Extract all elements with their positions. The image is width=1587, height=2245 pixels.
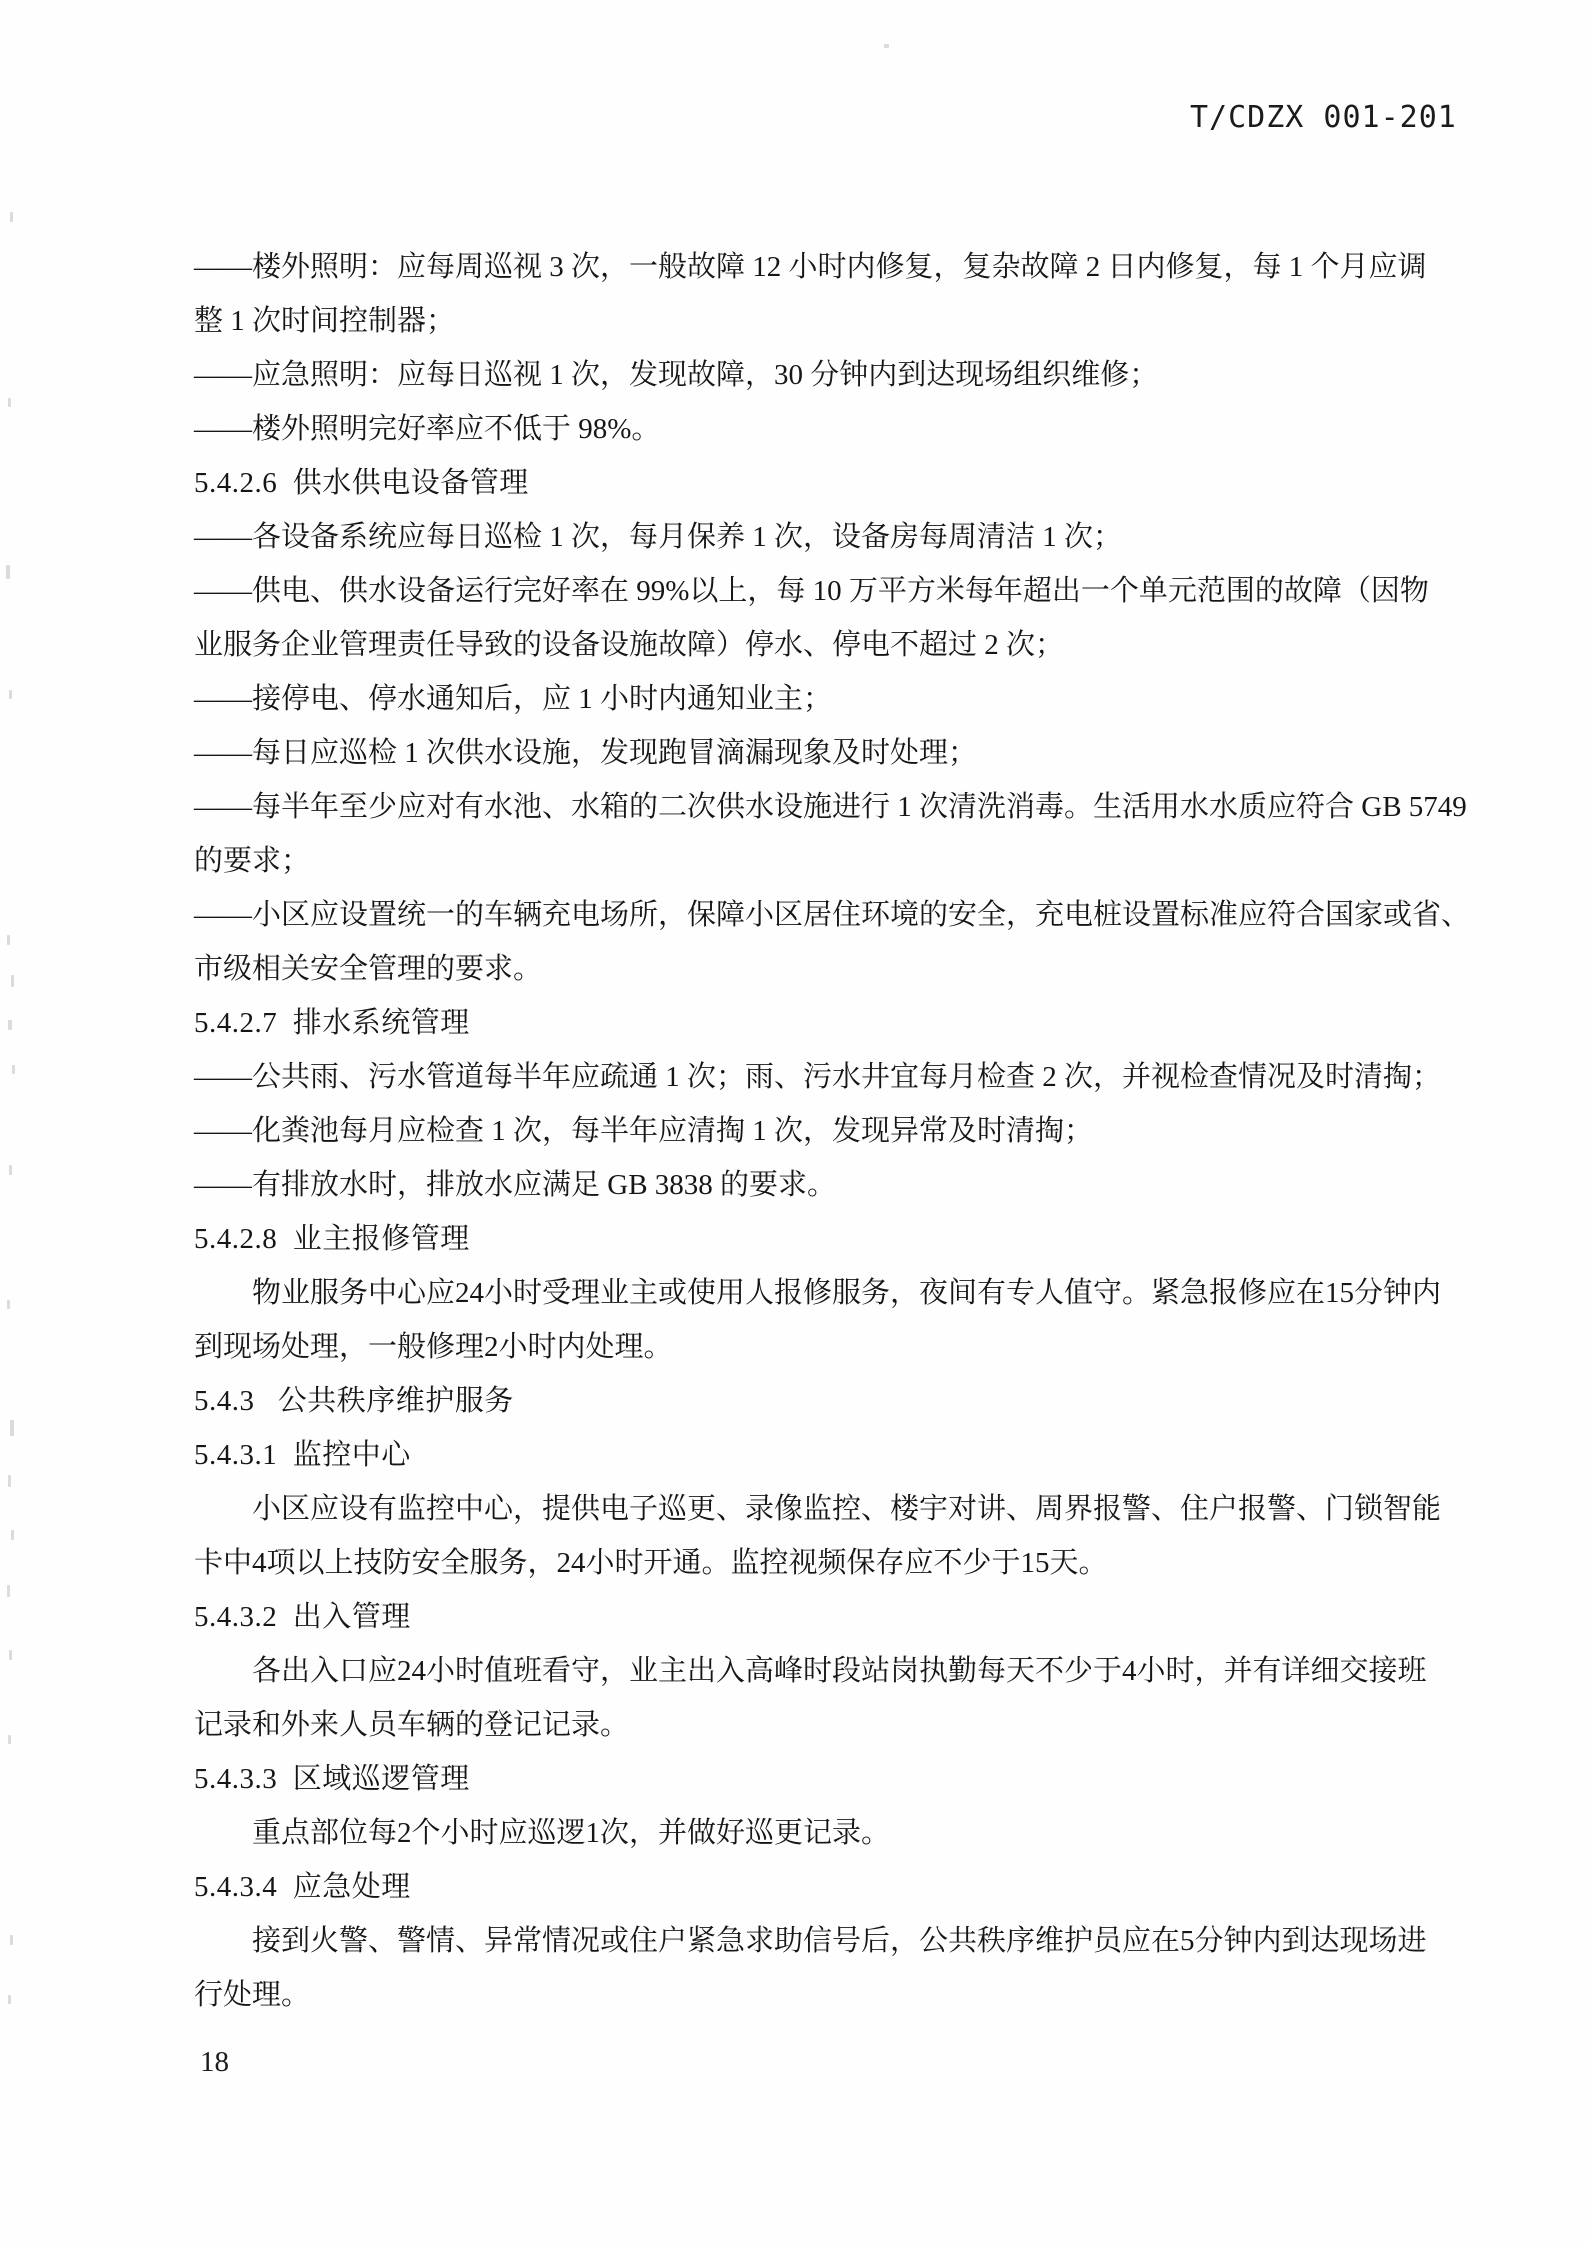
scan-speck (9, 690, 12, 699)
text-line: 记录和外来人员车辆的登记记录。 (194, 1709, 630, 1741)
scan-speck (7, 1300, 10, 1309)
clause-heading: 5.4.3.3 区域巡逻管理 (194, 1763, 470, 1795)
standard-number: T/CDZX 001-201 (1190, 100, 1457, 135)
text-line: 卡中4项以上技防安全服务，24小时开通。监控视频保存应不少于15天。 (194, 1547, 1108, 1579)
scan-speck (8, 1995, 11, 2004)
scan-speck (9, 1650, 12, 1660)
text-line: ——楼外照明完好率应不低于 98%。 (194, 413, 661, 445)
clause-heading: 5.4.2.6 供水供电设备管理 (194, 467, 529, 499)
scan-speck (884, 44, 889, 48)
page-number: 18 (200, 2046, 229, 2078)
text-line: 市级相关安全管理的要求。 (194, 953, 543, 985)
text-line: 重点部位每2个小时应巡逻1次，并做好巡更记录。 (252, 1817, 891, 1849)
text-line: ——化粪池每月应检查 1 次，每半年应清掏 1 次，发现异常及时清掏； (194, 1115, 1094, 1147)
clause-heading: 5.4.2.7 排水系统管理 (194, 1007, 470, 1039)
text-line: ——楼外照明：应每周巡视 3 次，一般故障 12 小时内修复，复杂故障 2 日内修复，每 1 个月应调 (194, 251, 1427, 283)
text-line: ——各设备系统应每日巡检 1 次，每月保养 1 次，设备房每周清洁 1 次； (194, 521, 1123, 553)
text-line: ——每半年至少应对有水池、水箱的二次供水设施进行 1 次清洗消毒。生活用水水质应符合 GB 5749 (194, 791, 1467, 823)
scan-speck (8, 1475, 11, 1487)
text-line: ——小区应设置统一的车辆充电场所，保障小区居住环境的安全，充电桩设置标准应符合国家或省、 (194, 899, 1471, 931)
text-line: ——有排放水时，排放水应满足 GB 3838 的要求。 (194, 1169, 837, 1201)
text-line: 到现场处理，一般修理2小时内处理。 (194, 1331, 673, 1363)
text-line: 行处理。 (194, 1979, 311, 2011)
text-line: ——应急照明：应每日巡视 1 次，发现故障，30 分钟内到达现场组织维修； (194, 359, 1159, 391)
clause-heading: 5.4.2.8 业主报修管理 (194, 1223, 470, 1255)
scan-speck (12, 1065, 15, 1074)
scan-speck (10, 1935, 13, 1945)
text-line: 接到火警、警情、异常情况或住户紧急求助信号后，公共秩序维护员应在5分钟内到达现场进 (252, 1925, 1427, 1957)
scan-speck (8, 1020, 12, 1030)
scan-speck (10, 212, 13, 222)
document-body (194, 240, 1474, 2022)
text-line: 各出入口应24小时值班看守，业主出入高峰时段站岗执勤每天不少于4小时，并有详细交接班 (252, 1655, 1427, 1687)
scan-speck (11, 975, 14, 987)
clause-heading: 5.4.3 公共秩序维护服务 (194, 1385, 514, 1417)
scan-speck (7, 1585, 10, 1597)
text-line: 业服务企业管理责任导致的设备设施故障）停水、停电不超过 2 次； (194, 629, 1065, 661)
text-line: ——接停电、停水通知后，应 1 小时内通知业主； (194, 683, 833, 715)
scan-speck (8, 398, 11, 407)
scan-speck (6, 565, 10, 579)
clause-heading: 5.4.3.4 应急处理 (194, 1871, 411, 1903)
scan-speck (7, 935, 10, 945)
text-line: ——公共雨、污水管道每半年应疏通 1 次；雨、污水井宜每月检查 2 次，并视检查情况及时清掏； (194, 1061, 1442, 1093)
scan-speck (8, 1735, 11, 1744)
text-line: 的要求； (194, 845, 311, 877)
scan-speck (10, 1420, 14, 1436)
text-line: ——每日应巡检 1 次供水设施，发现跑冒滴漏现象及时处理； (194, 737, 978, 769)
clause-heading: 5.4.3.2 出入管理 (194, 1601, 411, 1633)
text-line: 小区应设有监控中心，提供电子巡更、录像监控、楼宇对讲、周界报警、住户报警、门锁智能 (252, 1493, 1442, 1525)
text-line: 物业服务中心应24小时受理业主或使用人报修服务，夜间有专人值守。紧急报修应在15分钟内 (252, 1277, 1442, 1309)
scan-speck (11, 1530, 14, 1540)
text-line: ——供电、供水设备运行完好率在 99%以上，每 10 万平方米每年超出一个单元范围的故障（因物 (194, 575, 1429, 607)
text-line: 整 1 次时间控制器； (194, 305, 456, 337)
clause-heading: 5.4.3.1 监控中心 (194, 1439, 411, 1471)
scan-speck (9, 1165, 12, 1175)
